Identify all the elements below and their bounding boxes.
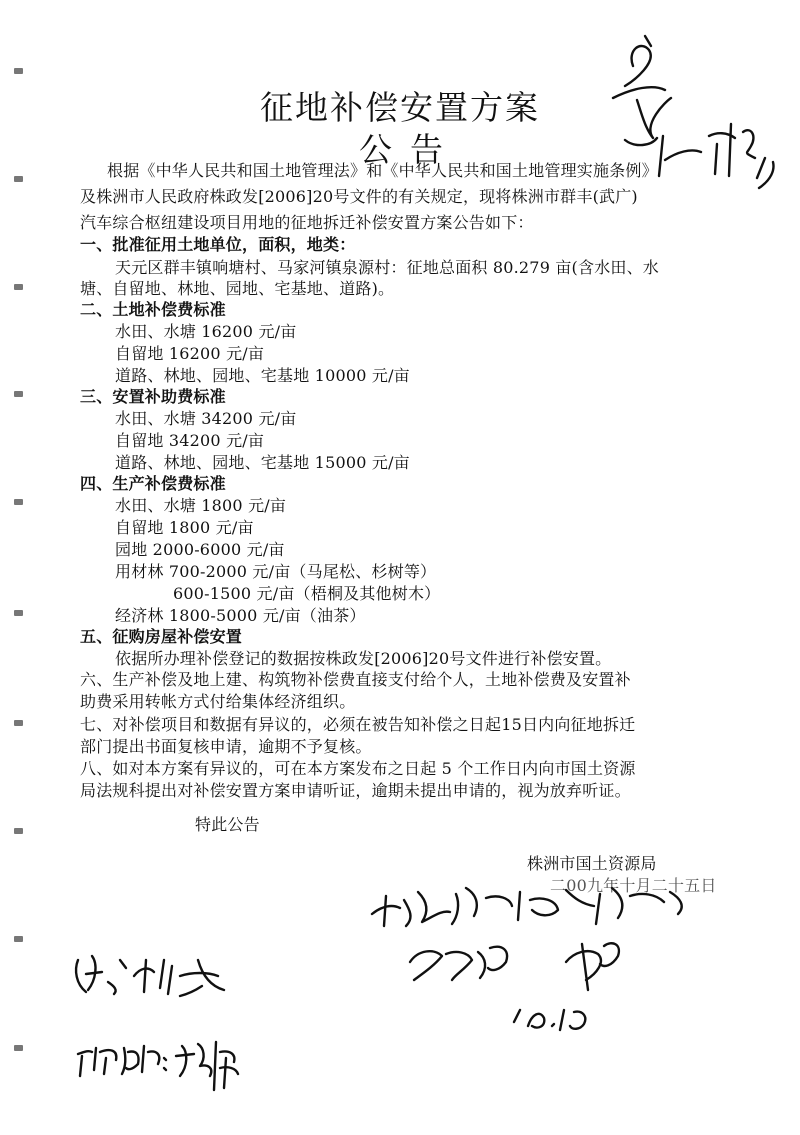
- section-line: 道路、林地、园地、宅基地 10000 元/亩: [115, 366, 410, 385]
- binder-mark: [14, 391, 23, 397]
- section-line: 水田、水塘 34200 元/亩: [115, 409, 297, 428]
- binder-mark: [14, 720, 23, 726]
- binder-mark: [14, 936, 23, 942]
- binder-mark: [14, 610, 23, 616]
- section-line: 塘、自留地、林地、园地、宅基地、道路)。: [80, 279, 395, 298]
- binder-mark: [14, 284, 23, 290]
- intro-line: 及株洲市人民政府株政发[2006]20号文件的有关规定，现将株洲市群丰(武广): [80, 187, 638, 206]
- issuer-name: 株洲市国土资源局: [527, 854, 657, 873]
- binder-mark: [14, 68, 23, 74]
- closing-text: 特此公告: [195, 815, 260, 834]
- handwritten-signature-left: [68, 946, 248, 1006]
- handwritten-approval-signature: [605, 28, 785, 198]
- section-line: 局法规科提出对补偿安置方案申请听证，逾期未提出申请的，视为放弃听证。: [80, 781, 631, 800]
- section-heading: 三、安置补助费标准: [80, 387, 226, 406]
- binder-mark: [14, 176, 23, 182]
- section-line: 六、生产补偿及地上建、构筑物补偿费直接支付给个人，土地补偿费及安置补: [80, 670, 631, 689]
- section-line: 水田、水塘 1800 元/亩: [115, 496, 287, 515]
- binder-mark: [14, 1045, 23, 1051]
- section-line: 园地 2000-6000 元/亩: [115, 540, 285, 559]
- section-heading: 五、征购房屋补偿安置: [80, 627, 243, 646]
- document-subtitle: 公告: [359, 130, 461, 169]
- intro-line: 根据《中华人民共和国土地管理法》和《中华人民共和国土地管理实施条例》: [107, 161, 658, 180]
- section-line: 600-1500 元/亩（梧桐及其他树木）: [173, 584, 441, 603]
- section-line: 八、如对本方案有异议的，可在本方案发布之日起 5 个工作日内向市国土资源: [80, 759, 636, 778]
- handwritten-project-lead: [70, 1030, 250, 1100]
- section-heading: 二、土地补偿费标准: [80, 300, 226, 319]
- section-line: 天元区群丰镇响塘村、马家河镇泉源村：征地总面积 80.279 亩(含水田、水: [115, 258, 659, 277]
- intro-line: 汽车综合枢纽建设项目用地的征地拆迁补偿安置方案公告如下：: [80, 213, 534, 232]
- binder-mark: [14, 499, 23, 505]
- section-heading: 四、生产补偿费标准: [80, 474, 226, 493]
- issue-date: 二00九年十月二十五日: [550, 876, 717, 895]
- section-line: 自留地 34200 元/亩: [115, 431, 265, 450]
- handwritten-signatures-group: [360, 870, 750, 1040]
- section-line: 用材林 700-2000 元/亩（马尾松、杉树等）: [115, 562, 437, 581]
- section-line: 水田、水塘 16200 元/亩: [115, 322, 297, 341]
- section-line: 七、对补偿项目和数据有异议的，必须在被告知补偿之日起15日内向征地拆迁: [80, 715, 636, 734]
- section-line: 自留地 16200 元/亩: [115, 344, 265, 363]
- document-title: 征地补偿安置方案: [260, 88, 540, 127]
- section-line: 经济林 1800-5000 元/亩（油茶）: [115, 606, 366, 625]
- section-line: 道路、林地、园地、宅基地 15000 元/亩: [115, 453, 410, 472]
- section-heading: 一、批准征用土地单位，面积，地类：: [80, 235, 356, 254]
- section-line: 自留地 1800 元/亩: [115, 518, 254, 537]
- binder-mark: [14, 828, 23, 834]
- section-line: 助费采用转帐方式付给集体经济组织。: [80, 692, 356, 711]
- section-line: 部门提出书面复核申请，逾期不予复核。: [80, 737, 372, 756]
- section-line: 依据所办理补偿登记的数据按株政发[2006]20号文件进行补偿安置。: [115, 649, 612, 668]
